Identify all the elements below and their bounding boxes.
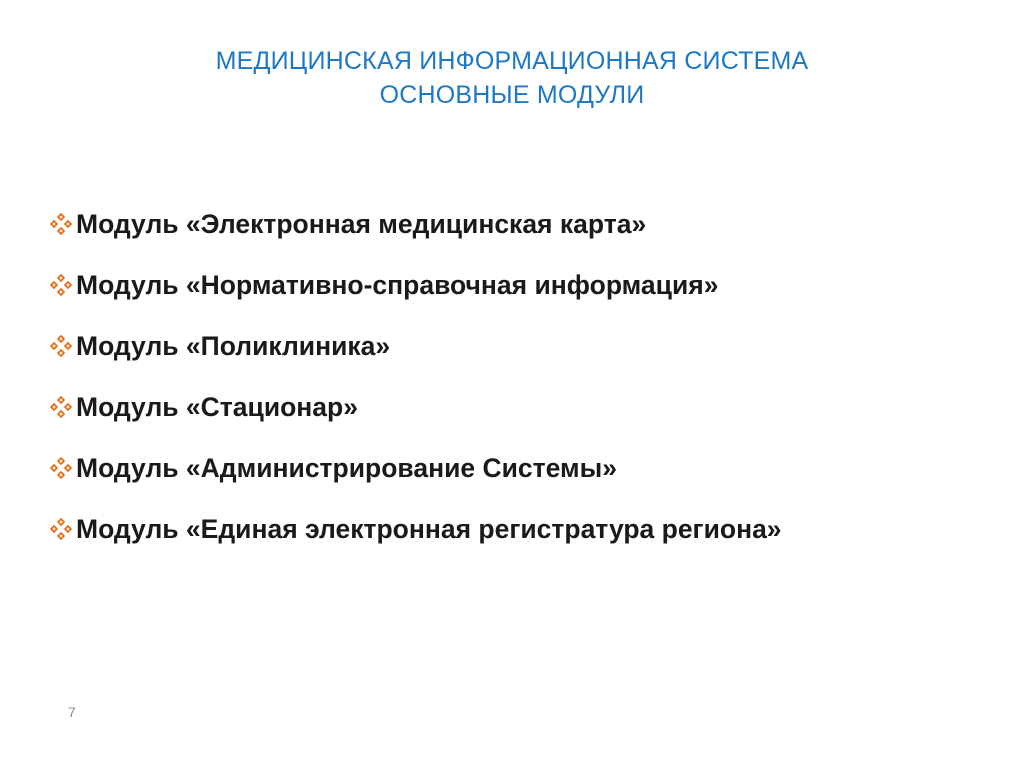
list-item-label: Модуль «Электронная медицинская карта»	[76, 208, 647, 239]
diamond-bullet-icon	[46, 331, 76, 361]
module-list	[46, 193, 1006, 559]
list-item	[46, 254, 1006, 315]
title-line-2: ОСНОВНЫЕ МОДУЛИ	[379, 81, 645, 109]
diamond-bullet-icon	[46, 209, 76, 239]
list-item	[46, 498, 1006, 559]
diamond-bullet-icon	[46, 270, 76, 300]
title-line-1: МЕДИЦИНСКАЯ ИНФОРМАЦИОННАЯ СИСТЕМА	[215, 47, 809, 75]
diamond-bullet-icon	[46, 392, 76, 422]
list-item-label: Модуль «Стационар»	[76, 391, 358, 422]
list-item	[46, 437, 1006, 498]
list-item-label: Модуль «Нормативно-справочная информация»	[76, 269, 719, 300]
diamond-bullet-icon	[46, 514, 76, 544]
list-item-label: Модуль «Поликлиника»	[76, 330, 391, 361]
slide-title	[0, 44, 1024, 112]
page-number: 7	[68, 704, 76, 720]
list-item-label: Модуль «Единая электронная регистратура региона»	[76, 513, 782, 544]
list-item	[46, 376, 1006, 437]
list-item	[46, 315, 1006, 376]
list-item	[46, 193, 1006, 254]
list-item-label: Модуль «Администрирование Системы»	[76, 452, 617, 483]
diamond-bullet-icon	[46, 453, 76, 483]
